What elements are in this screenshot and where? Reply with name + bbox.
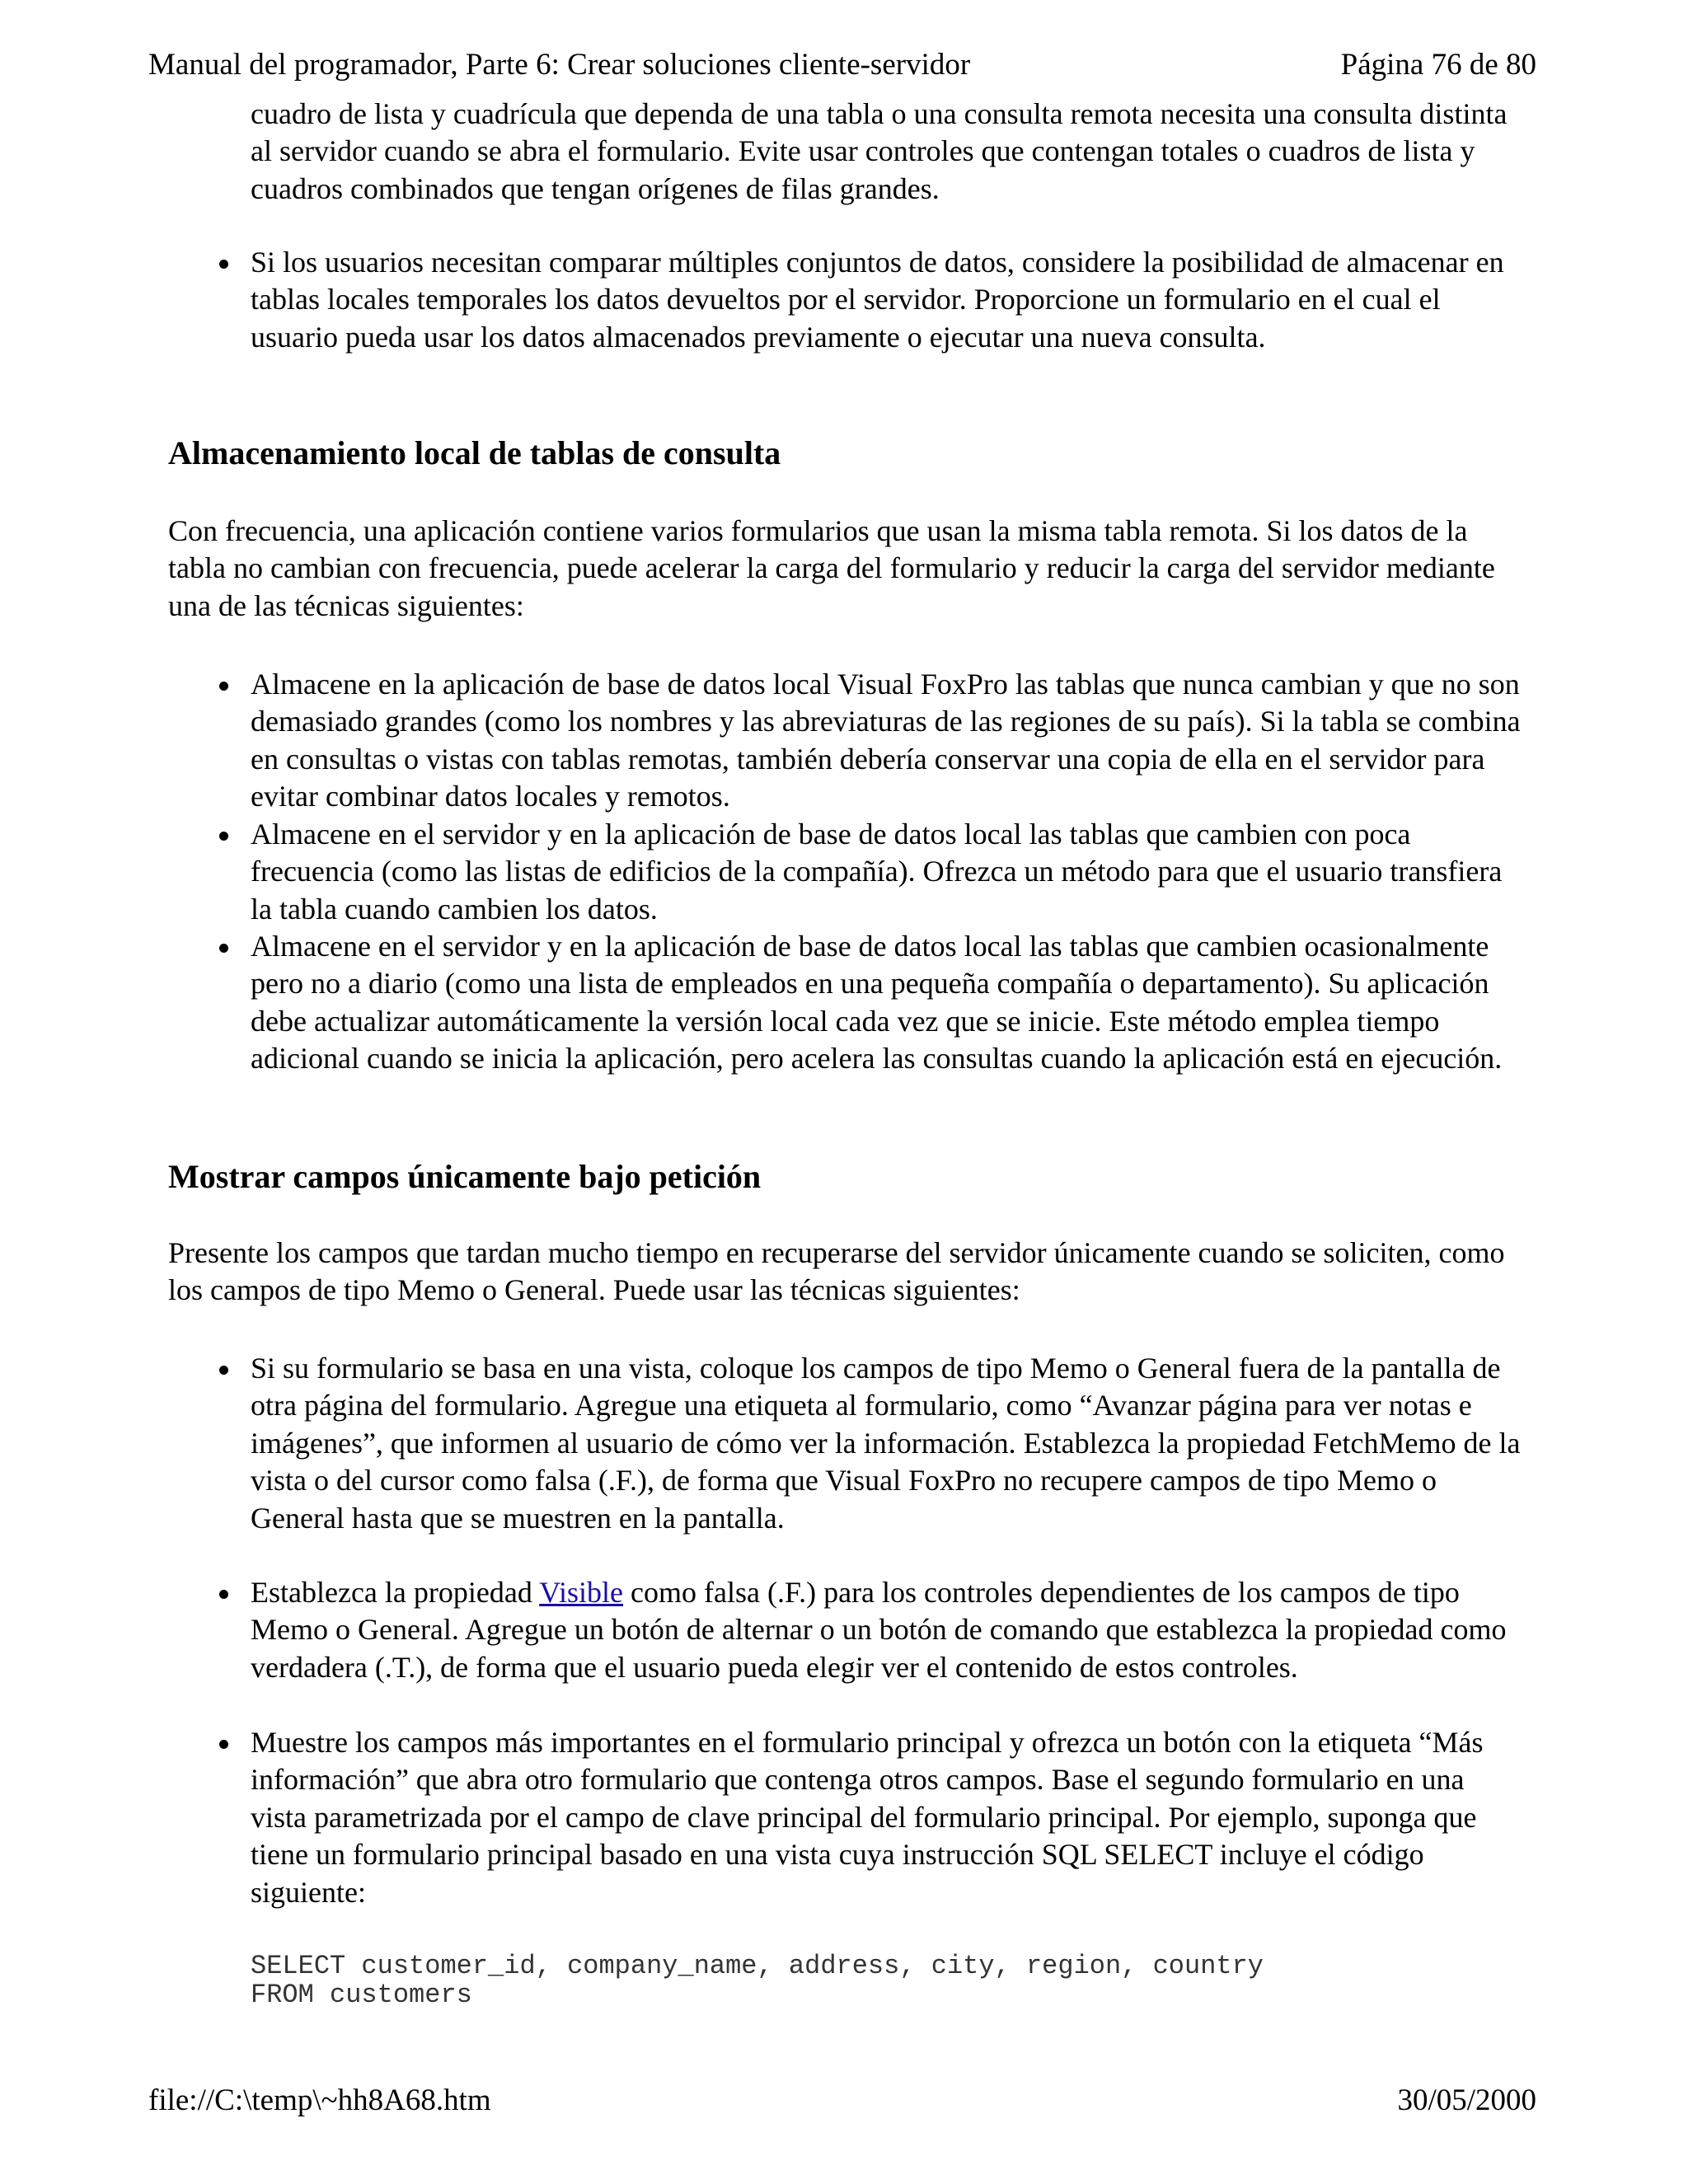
list-item: Establezca la propiedad Visible como falsa (.F.) para los controles dependientes de los campos de tipo Memo o General. Agregue un botón de alternar o un botón de comando que establezca la propiedad como verdadera (.T.), de forma que el usuario pueda elegir ver el contenido de estos controles. (251, 1574, 1526, 1686)
list-item: Muestre los campos más importantes en el formulario principal y ofrezca un botón con la etiqueta “Más información” que abra otro formulario que contenga otros campos. Base el segundo formulario en una vista parametrizada por el campo de clave principal del formulario principal. Por ejemplo, suponga que tiene un formulario principal basado en una vista cuya instrucción SQL SELECT incluye el código siguiente: (251, 1724, 1526, 1911)
bullet-icon (219, 1740, 228, 1749)
bullet-icon (219, 682, 228, 691)
bullet-icon (219, 944, 228, 953)
list-item: Almacene en la aplicación de base de datos local Visual FoxPro las tablas que nunca cambian y que no son demasiado grandes (como los nombres y las abreviaturas de las regiones de su país). Si la tabla se combina en consultas o vistas con tablas remotas, también debería conservar una copia de ella en el servidor para evitar combinar datos locales y remotos. (251, 666, 1526, 816)
document-title: Manual del programador, Parte 6: Crear soluciones cliente-servidor (148, 48, 971, 82)
page-footer (148, 2083, 1536, 2119)
page-header (148, 47, 1536, 83)
visible-property-link[interactable]: Visible (539, 1576, 624, 1609)
section-intro-fields: Presente los campos que tardan mucho tiempo en recuperarse del servidor únicamente cuando se soliciten, como los campos de tipo Memo o General. Puede usar las técnicas siguientes: (168, 1236, 1505, 1307)
code-line: FROM customers (251, 1980, 472, 2010)
section-heading-fields: Mostrar campos únicamente bajo petición (168, 1158, 762, 1195)
section-heading-storage: Almacenamiento local de tablas de consulta (168, 434, 781, 471)
list-item: Si su formulario se basa en una vista, coloque los campos de tipo Memo o General fuera de la pantalla de otra página del formulario. Agregue una etiqueta al formulario, como “Avanzar página para ver notas e imágenes”, que informen al usuario de cómo ver la información. Establezca la propiedad FetchMemo de la vista o del cursor como falsa (.F.), de forma que Visual FoxPro no recupere campos de tipo Memo o General hasta que se muestren en la pantalla. (251, 1350, 1526, 1537)
bullet-icon (219, 260, 228, 269)
page-number: Página 76 de 80 (1340, 48, 1536, 82)
document-body (0, 97, 1688, 2010)
section-intro-storage: Con frecuencia, una aplicación contiene varios formularios que usan la misma tabla remota. Si los datos de la tabla no cambian con frecuencia, puede acelerar la carga del formulario y reducir la carga del servidor mediante una de las técnicas siguientes: (168, 514, 1495, 622)
print-date: 30/05/2000 (1397, 2083, 1536, 2117)
list-item: Almacene en el servidor y en la aplicación de base de datos local las tablas que cambien ocasionalmente pero no a diario (como una lista de empleados en una pequeña compañía o departamento). Su aplicación debe actualizar automáticamente la versión local cada vez que se inicie. Este método emplea tiempo adicional cuando se inicia la aplicación, pero acelera las consultas cuando la aplicación está en ejecución. (251, 928, 1526, 1078)
bullet-icon (219, 832, 228, 841)
file-path: file://C:\temp\~hh8A68.htm (148, 2083, 491, 2117)
bullet-icon (219, 1590, 228, 1599)
list-item: Si los usuarios necesitan comparar múltiples conjuntos de datos, considere la posibilidad de almacenar en tablas locales temporales los datos devueltos por el servidor. Proporcione un formulario en el cual el usuario pueda usar los datos almacenados previamente o ejecutar una nueva consulta. (251, 244, 1526, 356)
list-item: Almacene en el servidor y en la aplicación de base de datos local las tablas que cambien con poca frecuencia (como las listas de edificios de la compañía). Ofrezca un método para que el usuario transfiera la tabla cuando cambien los datos. (251, 816, 1526, 928)
bullet-icon (219, 1366, 228, 1375)
continuation-paragraph: cuadro de lista y cuadrícula que dependa de una tabla o una consulta remota necesita una consulta distinta al servidor cuando se abra el formulario. Evite usar controles que contengan totales o cuadros de lista y cuadros combinados que tengan orígenes de filas grandes. (251, 97, 1507, 205)
code-line: SELECT customer_id, company_name, address, city, region, country (251, 1951, 1264, 1981)
